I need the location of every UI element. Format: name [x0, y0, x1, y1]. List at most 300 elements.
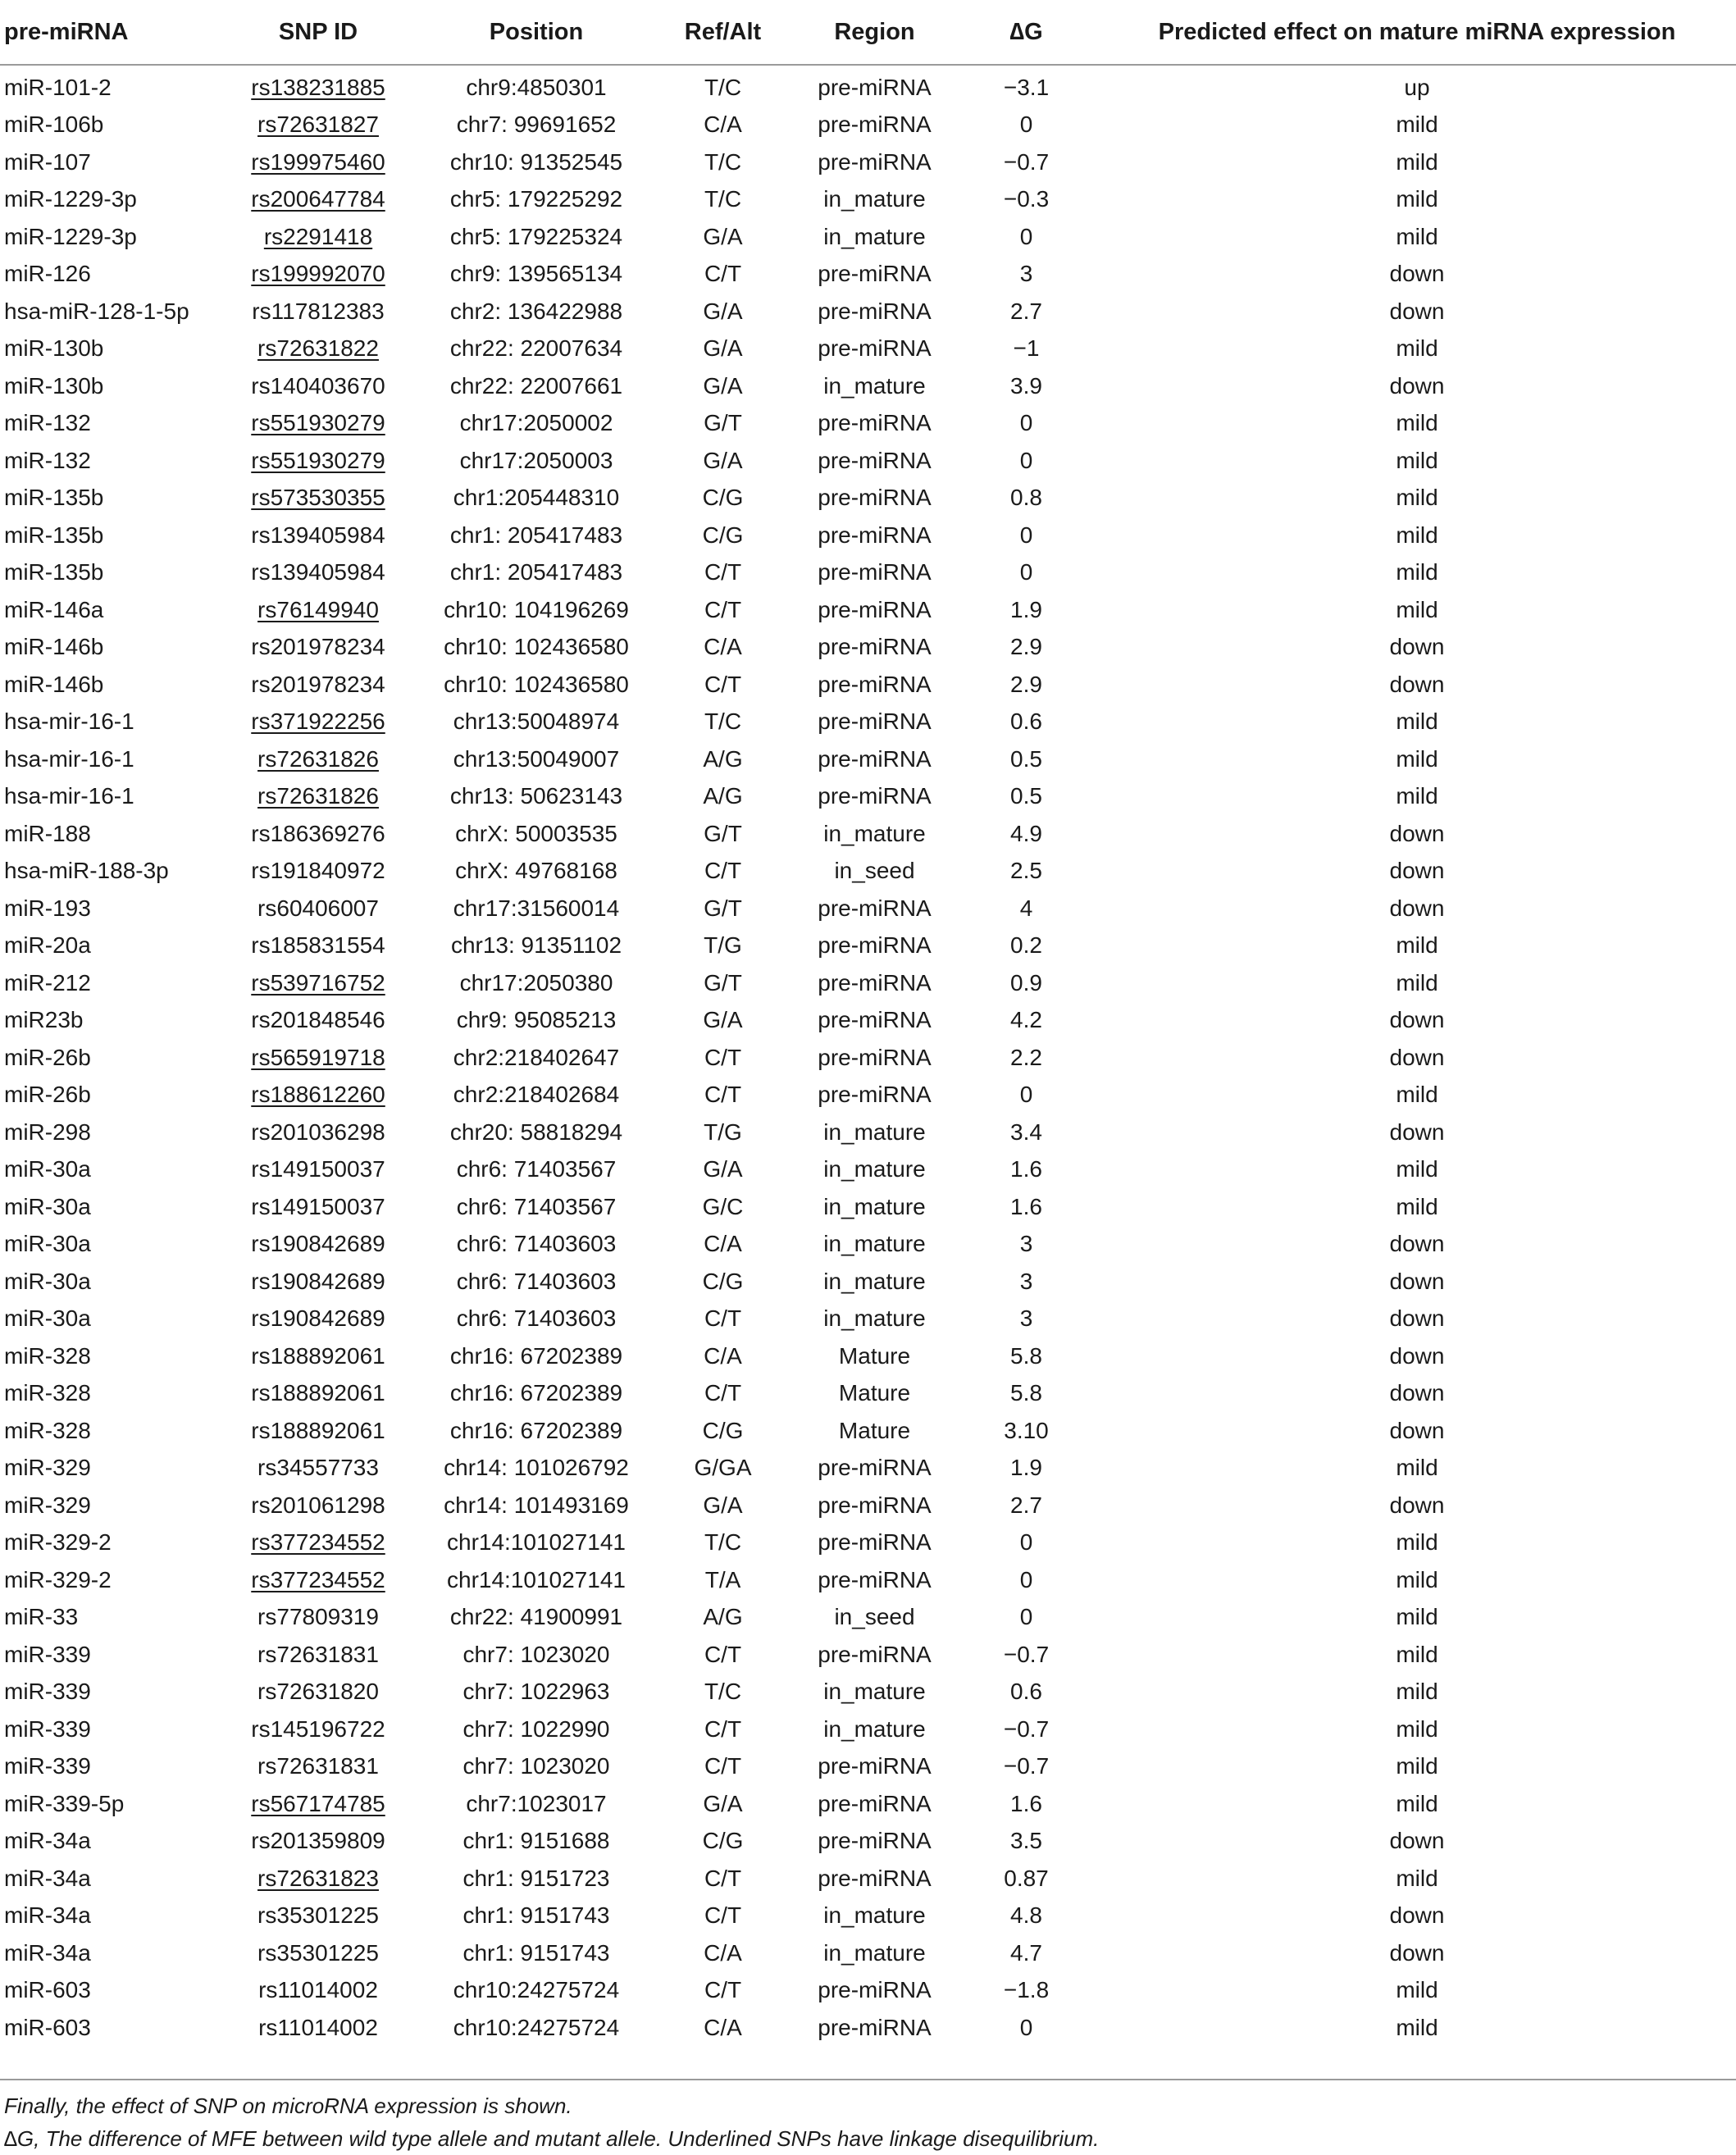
- cell-ref-alt: G/A: [703, 1156, 743, 1182]
- cell-ref-alt: C/T: [704, 261, 742, 287]
- cell-pre-mirna: miR-132: [4, 410, 91, 436]
- cell-snp-id: rs72631831: [257, 1753, 379, 1779]
- cell-position: chr16: 67202389: [449, 1417, 623, 1443]
- cell-delta-g: −0.7: [1003, 1641, 1050, 1667]
- cell-delta-g: 1.6: [1010, 1193, 1042, 1219]
- cell-ref-alt: C/G: [702, 1268, 744, 1294]
- cell-ref-alt: C/T: [704, 671, 742, 697]
- table-row: [0, 591, 1736, 629]
- cell-predicted-effect: down: [1389, 1417, 1445, 1443]
- table-row: [0, 107, 1736, 144]
- cell-ref-alt: C/T: [704, 1902, 742, 1929]
- cell-snp-id: rs138231885: [251, 74, 385, 100]
- cell-snp-id: rs72631831: [257, 1641, 379, 1667]
- cell-position: chr7: 1022963: [462, 1679, 610, 1705]
- cell-delta-g: 0.87: [1004, 1865, 1049, 1891]
- table-row: [0, 181, 1736, 219]
- cell-pre-mirna: hsa-mir-16-1: [4, 708, 134, 735]
- cell-ref-alt: G/A: [703, 447, 743, 473]
- cell-snp-id: rs117812383: [252, 298, 385, 324]
- table-row: [0, 927, 1736, 965]
- cell-ref-alt: T/G: [704, 932, 742, 959]
- cell-pre-mirna: miR-329: [4, 1492, 91, 1518]
- cell-delta-g: 0.6: [1010, 708, 1042, 735]
- table-row: [0, 853, 1736, 891]
- cell-region: pre-miRNA: [818, 1865, 932, 1891]
- cell-snp-id: rs186369276: [251, 820, 385, 846]
- cell-delta-g: 0.6: [1010, 1679, 1042, 1705]
- cell-predicted-effect: down: [1389, 1828, 1445, 1854]
- cell-pre-mirna: miR-328: [4, 1342, 91, 1369]
- cell-snp-id: rs199992070: [251, 261, 385, 287]
- cell-position: chr16: 67202389: [449, 1342, 623, 1369]
- cell-pre-mirna: miR-26b: [4, 1082, 91, 1108]
- cell-region: in_mature: [823, 1939, 926, 1966]
- cell-ref-alt: C/A: [704, 1231, 742, 1257]
- cell-ref-alt: C/T: [704, 1044, 742, 1070]
- cell-region: Mature: [838, 1417, 911, 1443]
- cell-predicted-effect: down: [1389, 634, 1445, 660]
- cell-ref-alt: G/T: [704, 969, 742, 995]
- cell-predicted-effect: down: [1389, 1044, 1445, 1070]
- cell-snp-id: rs188892061: [251, 1342, 385, 1369]
- cell-ref-alt: G/T: [704, 410, 742, 436]
- cell-snp-id: rs539716752: [251, 969, 385, 995]
- cell-snp-id: rs201061298: [251, 1492, 385, 1518]
- cell-position: chr13: 91351102: [450, 932, 622, 959]
- cell-region: pre-miRNA: [818, 783, 932, 809]
- cell-delta-g: 0.2: [1010, 932, 1042, 959]
- cell-position: chr10: 102436580: [444, 671, 629, 697]
- cell-delta-g: 4.7: [1010, 1939, 1042, 1966]
- footnote-effect: Finally, the effect of SNP on microRNA expression is shown.: [4, 2093, 572, 2118]
- cell-snp-id: rs72631827: [257, 112, 379, 138]
- cell-ref-alt: G/A: [703, 223, 743, 249]
- table-row: [0, 144, 1736, 181]
- table-row: [0, 1972, 1736, 2010]
- table-row: [0, 1002, 1736, 1040]
- table-row: [0, 1114, 1736, 1151]
- table-row: [0, 1785, 1736, 1823]
- cell-pre-mirna: miR-329-2: [4, 1529, 112, 1556]
- cell-pre-mirna: miR-107: [4, 148, 91, 175]
- cell-position: chr2:218402647: [453, 1044, 620, 1070]
- cell-predicted-effect: mild: [1396, 596, 1438, 622]
- cell-region: in_mature: [823, 1119, 926, 1145]
- cell-pre-mirna: miR-135b: [4, 522, 104, 548]
- cell-ref-alt: G/A: [703, 335, 743, 362]
- cell-delta-g: 0.8: [1010, 485, 1042, 511]
- cell-predicted-effect: mild: [1396, 969, 1438, 995]
- cell-predicted-effect: mild: [1396, 1715, 1438, 1742]
- cell-ref-alt: C/T: [704, 858, 742, 884]
- header-position: Position: [421, 0, 651, 65]
- cell-region: pre-miRNA: [818, 1641, 932, 1667]
- cell-ref-alt: T/C: [704, 708, 742, 735]
- cell-pre-mirna: miR-146b: [4, 634, 104, 660]
- cell-region: pre-miRNA: [818, 485, 932, 511]
- cell-region: pre-miRNA: [818, 1455, 932, 1481]
- cell-position: chr10:24275724: [453, 2014, 620, 2040]
- table-row: [0, 1226, 1736, 1264]
- cell-snp-id: rs573530355: [251, 485, 385, 511]
- table-row: [0, 704, 1736, 741]
- table-row: [0, 218, 1736, 256]
- cell-position: chr5: 179225324: [449, 223, 623, 249]
- cell-delta-g: 1.9: [1010, 1455, 1042, 1481]
- table-footnotes: [4, 2089, 1099, 2155]
- cell-ref-alt: A/G: [703, 1604, 743, 1630]
- cell-pre-mirna: miR-328: [4, 1417, 91, 1443]
- cell-region: in_mature: [823, 372, 926, 399]
- cell-position: chr9:4850301: [466, 74, 607, 100]
- cell-region: pre-miRNA: [818, 1828, 932, 1854]
- cell-region: pre-miRNA: [818, 745, 932, 772]
- cell-predicted-effect: mild: [1396, 1679, 1438, 1705]
- table-row: [0, 1039, 1736, 1077]
- cell-position: chrX: 49768168: [455, 858, 617, 884]
- cell-ref-alt: C/T: [704, 1977, 742, 2003]
- cell-ref-alt: T/C: [704, 1679, 742, 1705]
- cell-delta-g: 0.5: [1010, 783, 1042, 809]
- cell-ref-alt: C/T: [704, 1865, 742, 1891]
- cell-predicted-effect: down: [1389, 895, 1445, 921]
- header-snp-id: SNP ID: [215, 0, 421, 65]
- cell-pre-mirna: miR-339: [4, 1641, 91, 1667]
- table-body: [0, 65, 1736, 2047]
- cell-pre-mirna: miR-339: [4, 1715, 91, 1742]
- cell-position: chr17:2050003: [459, 447, 613, 473]
- cell-snp-id: rs200647784: [251, 186, 385, 212]
- cell-snp-id: rs190842689: [251, 1305, 385, 1332]
- cell-delta-g: 0.5: [1010, 745, 1042, 772]
- cell-delta-g: 3.9: [1010, 372, 1042, 399]
- cell-pre-mirna: miR-135b: [4, 559, 104, 585]
- cell-pre-mirna: hsa-mir-16-1: [4, 783, 134, 809]
- cell-position: chr2: 136422988: [449, 298, 623, 324]
- cell-predicted-effect: down: [1389, 671, 1445, 697]
- cell-pre-mirna: miR-603: [4, 2014, 91, 2040]
- table-row: [0, 330, 1736, 368]
- table-row: [0, 367, 1736, 405]
- cell-ref-alt: T/C: [704, 186, 742, 212]
- cell-snp-id: rs77809319: [257, 1604, 379, 1630]
- cell-region: pre-miRNA: [818, 298, 932, 324]
- cell-delta-g: −0.3: [1003, 186, 1050, 212]
- cell-predicted-effect: mild: [1396, 1193, 1438, 1219]
- cell-position: chr5: 179225292: [449, 186, 623, 212]
- cell-ref-alt: A/G: [703, 745, 743, 772]
- header-ref-alt: Ref/Alt: [651, 0, 795, 65]
- table-row: [0, 666, 1736, 704]
- cell-ref-alt: C/T: [704, 1641, 742, 1667]
- cell-region: in_mature: [823, 1902, 926, 1929]
- cell-pre-mirna: miR-101-2: [4, 74, 112, 100]
- table-bottom-rule: [0, 2079, 1736, 2080]
- cell-ref-alt: C/T: [704, 559, 742, 585]
- table-row: [0, 1450, 1736, 1488]
- cell-delta-g: 2.9: [1010, 634, 1042, 660]
- table-row: [0, 442, 1736, 480]
- cell-region: pre-miRNA: [818, 634, 932, 660]
- cell-snp-id: rs567174785: [251, 1790, 385, 1816]
- cell-ref-alt: G/C: [702, 1193, 744, 1219]
- cell-region: pre-miRNA: [818, 1566, 932, 1592]
- cell-position: chrX: 50003535: [455, 820, 617, 846]
- cell-snp-id: rs188892061: [251, 1380, 385, 1406]
- cell-snp-id: rs35301225: [257, 1939, 379, 1966]
- cell-predicted-effect: mild: [1396, 708, 1438, 735]
- table-row: [0, 517, 1736, 554]
- cell-predicted-effect: mild: [1396, 1641, 1438, 1667]
- table-header: [0, 0, 1736, 65]
- cell-delta-g: 0: [1019, 1529, 1033, 1556]
- cell-predicted-effect: mild: [1396, 1753, 1438, 1779]
- cell-snp-id: rs371922256: [251, 708, 385, 735]
- cell-pre-mirna: miR-188: [4, 820, 91, 846]
- cell-predicted-effect: up: [1404, 74, 1430, 100]
- cell-delta-g: 0: [1019, 447, 1033, 473]
- footnote-delta-g: ∆G, The difference of MFE between wild type allele and mutant allele. Underlined SNPs have linkage disequilibrium.: [4, 2126, 1100, 2151]
- cell-pre-mirna: miR-30a: [4, 1193, 91, 1219]
- cell-pre-mirna: miR-106b: [4, 112, 104, 138]
- cell-position: chr1: 205417483: [449, 522, 623, 548]
- cell-delta-g: −1.8: [1003, 1977, 1050, 2003]
- cell-region: pre-miRNA: [818, 410, 932, 436]
- cell-pre-mirna: miR-33: [4, 1604, 79, 1630]
- cell-predicted-effect: down: [1389, 298, 1445, 324]
- cell-pre-mirna: miR-339-5p: [4, 1790, 125, 1816]
- table-row: [0, 629, 1736, 667]
- cell-position: chr1: 9151743: [462, 1939, 610, 1966]
- cell-pre-mirna: miR-132: [4, 447, 91, 473]
- table-row: [0, 890, 1736, 927]
- cell-delta-g: 0: [1019, 2014, 1033, 2040]
- cell-snp-id: rs199975460: [251, 148, 385, 175]
- cell-snp-id: rs140403670: [251, 372, 385, 399]
- cell-predicted-effect: mild: [1396, 1156, 1438, 1182]
- cell-ref-alt: G/A: [703, 298, 743, 324]
- cell-ref-alt: C/T: [704, 596, 742, 622]
- table-row: [0, 1524, 1736, 1562]
- cell-ref-alt: G/A: [703, 1790, 743, 1816]
- cell-region: in_seed: [834, 858, 915, 884]
- cell-predicted-effect: mild: [1396, 783, 1438, 809]
- cell-ref-alt: C/T: [704, 1305, 742, 1332]
- cell-pre-mirna: miR-146b: [4, 671, 104, 697]
- table-row: [0, 1599, 1736, 1637]
- cell-snp-id: rs190842689: [251, 1268, 385, 1294]
- cell-delta-g: 3.10: [1004, 1417, 1049, 1443]
- cell-snp-id: rs201359809: [251, 1828, 385, 1854]
- cell-delta-g: 4.8: [1010, 1902, 1042, 1929]
- cell-position: chr17:2050002: [459, 410, 613, 436]
- cell-predicted-effect: mild: [1396, 745, 1438, 772]
- cell-region: in_mature: [823, 223, 926, 249]
- cell-predicted-effect: down: [1389, 1492, 1445, 1518]
- cell-snp-id: rs201036298: [251, 1119, 385, 1145]
- cell-snp-id: rs551930279: [251, 447, 385, 473]
- cell-snp-id: rs201978234: [251, 671, 385, 697]
- cell-region: in_mature: [823, 186, 926, 212]
- cell-snp-id: rs11014002: [258, 1977, 378, 2003]
- cell-predicted-effect: mild: [1396, 112, 1438, 138]
- cell-predicted-effect: mild: [1396, 410, 1438, 436]
- table-row: [0, 1263, 1736, 1301]
- cell-predicted-effect: down: [1389, 1380, 1445, 1406]
- cell-position: chr1: 205417483: [449, 559, 623, 585]
- cell-predicted-effect: mild: [1396, 522, 1438, 548]
- cell-snp-id: rs551930279: [251, 410, 385, 436]
- cell-ref-alt: G/T: [704, 895, 742, 921]
- cell-pre-mirna: miR-135b: [4, 485, 104, 511]
- cell-delta-g: 2.5: [1010, 858, 1042, 884]
- cell-delta-g: 1.6: [1010, 1156, 1042, 1182]
- cell-predicted-effect: mild: [1396, 2014, 1438, 2040]
- cell-snp-id: rs72631823: [257, 1865, 379, 1891]
- cell-delta-g: −0.7: [1003, 1753, 1050, 1779]
- cell-region: in_mature: [823, 1715, 926, 1742]
- cell-ref-alt: C/G: [702, 522, 744, 548]
- cell-ref-alt: C/A: [704, 112, 742, 138]
- cell-region: pre-miRNA: [818, 969, 932, 995]
- cell-region: pre-miRNA: [818, 2014, 932, 2040]
- cell-delta-g: 3: [1019, 1268, 1033, 1294]
- table-row: [0, 1375, 1736, 1413]
- cell-region: Mature: [838, 1342, 911, 1369]
- cell-predicted-effect: mild: [1396, 1865, 1438, 1891]
- cell-snp-id: rs34557733: [257, 1455, 379, 1481]
- cell-pre-mirna: miR23b: [4, 1007, 84, 1033]
- cell-snp-id: rs72631826: [257, 783, 379, 809]
- cell-delta-g: 2.2: [1010, 1044, 1042, 1070]
- cell-region: pre-miRNA: [818, 559, 932, 585]
- cell-region: pre-miRNA: [818, 335, 932, 362]
- cell-predicted-effect: mild: [1396, 485, 1438, 511]
- cell-region: in_mature: [823, 1231, 926, 1257]
- cell-position: chr10: 102436580: [444, 634, 629, 660]
- cell-position: chr22: 41900991: [449, 1604, 623, 1630]
- cell-predicted-effect: mild: [1396, 1455, 1438, 1481]
- cell-predicted-effect: mild: [1396, 1082, 1438, 1108]
- cell-predicted-effect: mild: [1396, 559, 1438, 585]
- cell-snp-id: rs145196722: [251, 1715, 385, 1742]
- cell-region: pre-miRNA: [818, 261, 932, 287]
- cell-snp-id: rs149150037: [251, 1193, 385, 1219]
- cell-position: chr10: 104196269: [444, 596, 629, 622]
- cell-position: chr6: 71403567: [456, 1193, 617, 1219]
- header-delta-g: ∆G: [955, 0, 1098, 65]
- table-row: [0, 256, 1736, 294]
- cell-pre-mirna: miR-34a: [4, 1828, 91, 1854]
- cell-snp-id: rs201848546: [251, 1007, 385, 1033]
- cell-position: chr22: 22007661: [449, 372, 623, 399]
- cell-region: pre-miRNA: [818, 1753, 932, 1779]
- table-row: [0, 740, 1736, 778]
- cell-predicted-effect: down: [1389, 1268, 1445, 1294]
- table-row: [0, 1188, 1736, 1226]
- cell-position: chr14:101027141: [447, 1529, 626, 1556]
- table-row: [0, 1748, 1736, 1786]
- cell-region: pre-miRNA: [818, 1044, 932, 1070]
- table-row: [0, 1636, 1736, 1674]
- cell-delta-g: 4.9: [1010, 820, 1042, 846]
- cell-pre-mirna: miR-130b: [4, 372, 104, 399]
- cell-delta-g: 5.8: [1010, 1342, 1042, 1369]
- cell-snp-id: rs72631826: [257, 745, 379, 772]
- cell-position: chr13:50048974: [453, 708, 620, 735]
- table-row: [0, 65, 1736, 107]
- cell-region: in_mature: [823, 820, 926, 846]
- cell-predicted-effect: down: [1389, 1119, 1445, 1145]
- cell-position: chr1: 9151723: [462, 1865, 610, 1891]
- table-row: [0, 1860, 1736, 1898]
- cell-pre-mirna: miR-193: [4, 895, 91, 921]
- header-predicted-effect: Predicted effect on mature miRNA expression: [1098, 0, 1736, 65]
- cell-predicted-effect: down: [1389, 858, 1445, 884]
- cell-position: chr9: 95085213: [456, 1007, 617, 1033]
- cell-delta-g: 0: [1019, 1082, 1033, 1108]
- cell-snp-id: rs185831554: [251, 932, 385, 959]
- cell-ref-alt: T/C: [704, 74, 742, 100]
- table-row: [0, 778, 1736, 816]
- cell-position: chr22: 22007634: [449, 335, 623, 362]
- table-row: [0, 1487, 1736, 1524]
- cell-region: pre-miRNA: [818, 112, 932, 138]
- table-row: [0, 815, 1736, 853]
- cell-pre-mirna: miR-298: [4, 1119, 91, 1145]
- cell-position: chr6: 71403603: [456, 1231, 617, 1257]
- cell-position: chr14: 101026792: [444, 1455, 629, 1481]
- cell-position: chr6: 71403603: [456, 1268, 617, 1294]
- cell-predicted-effect: mild: [1396, 223, 1438, 249]
- cell-predicted-effect: down: [1389, 1231, 1445, 1257]
- table-row: [0, 2009, 1736, 2047]
- cell-position: chr10: 91352545: [449, 148, 623, 175]
- cell-position: chr16: 67202389: [449, 1380, 623, 1406]
- table-row: [0, 293, 1736, 330]
- header-region: Region: [795, 0, 955, 65]
- cell-predicted-effect: down: [1389, 1305, 1445, 1332]
- cell-region: in_mature: [823, 1305, 926, 1332]
- cell-region: pre-miRNA: [818, 596, 932, 622]
- table-row: [0, 1412, 1736, 1450]
- cell-position: chr6: 71403567: [456, 1156, 617, 1182]
- cell-delta-g: 2.7: [1010, 298, 1042, 324]
- cell-snp-id: rs72631822: [257, 335, 379, 362]
- cell-region: in_seed: [834, 1604, 915, 1630]
- cell-pre-mirna: miR-34a: [4, 1939, 91, 1966]
- cell-delta-g: 0: [1019, 112, 1033, 138]
- table-row: [0, 964, 1736, 1002]
- table-row: [0, 1934, 1736, 1972]
- cell-predicted-effect: mild: [1396, 932, 1438, 959]
- cell-pre-mirna: miR-30a: [4, 1305, 91, 1332]
- cell-position: chr1: 9151688: [462, 1828, 610, 1854]
- cell-predicted-effect: mild: [1396, 447, 1438, 473]
- cell-position: chr14: 101493169: [444, 1492, 629, 1518]
- cell-ref-alt: G/A: [703, 1007, 743, 1033]
- cell-predicted-effect: down: [1389, 1902, 1445, 1929]
- cell-ref-alt: T/C: [704, 1529, 742, 1556]
- cell-region: pre-miRNA: [818, 708, 932, 735]
- cell-ref-alt: G/A: [703, 1492, 743, 1518]
- cell-snp-id: rs188892061: [251, 1417, 385, 1443]
- cell-predicted-effect: mild: [1396, 186, 1438, 212]
- cell-delta-g: −3.1: [1003, 74, 1050, 100]
- cell-predicted-effect: mild: [1396, 335, 1438, 362]
- cell-pre-mirna: miR-30a: [4, 1156, 91, 1182]
